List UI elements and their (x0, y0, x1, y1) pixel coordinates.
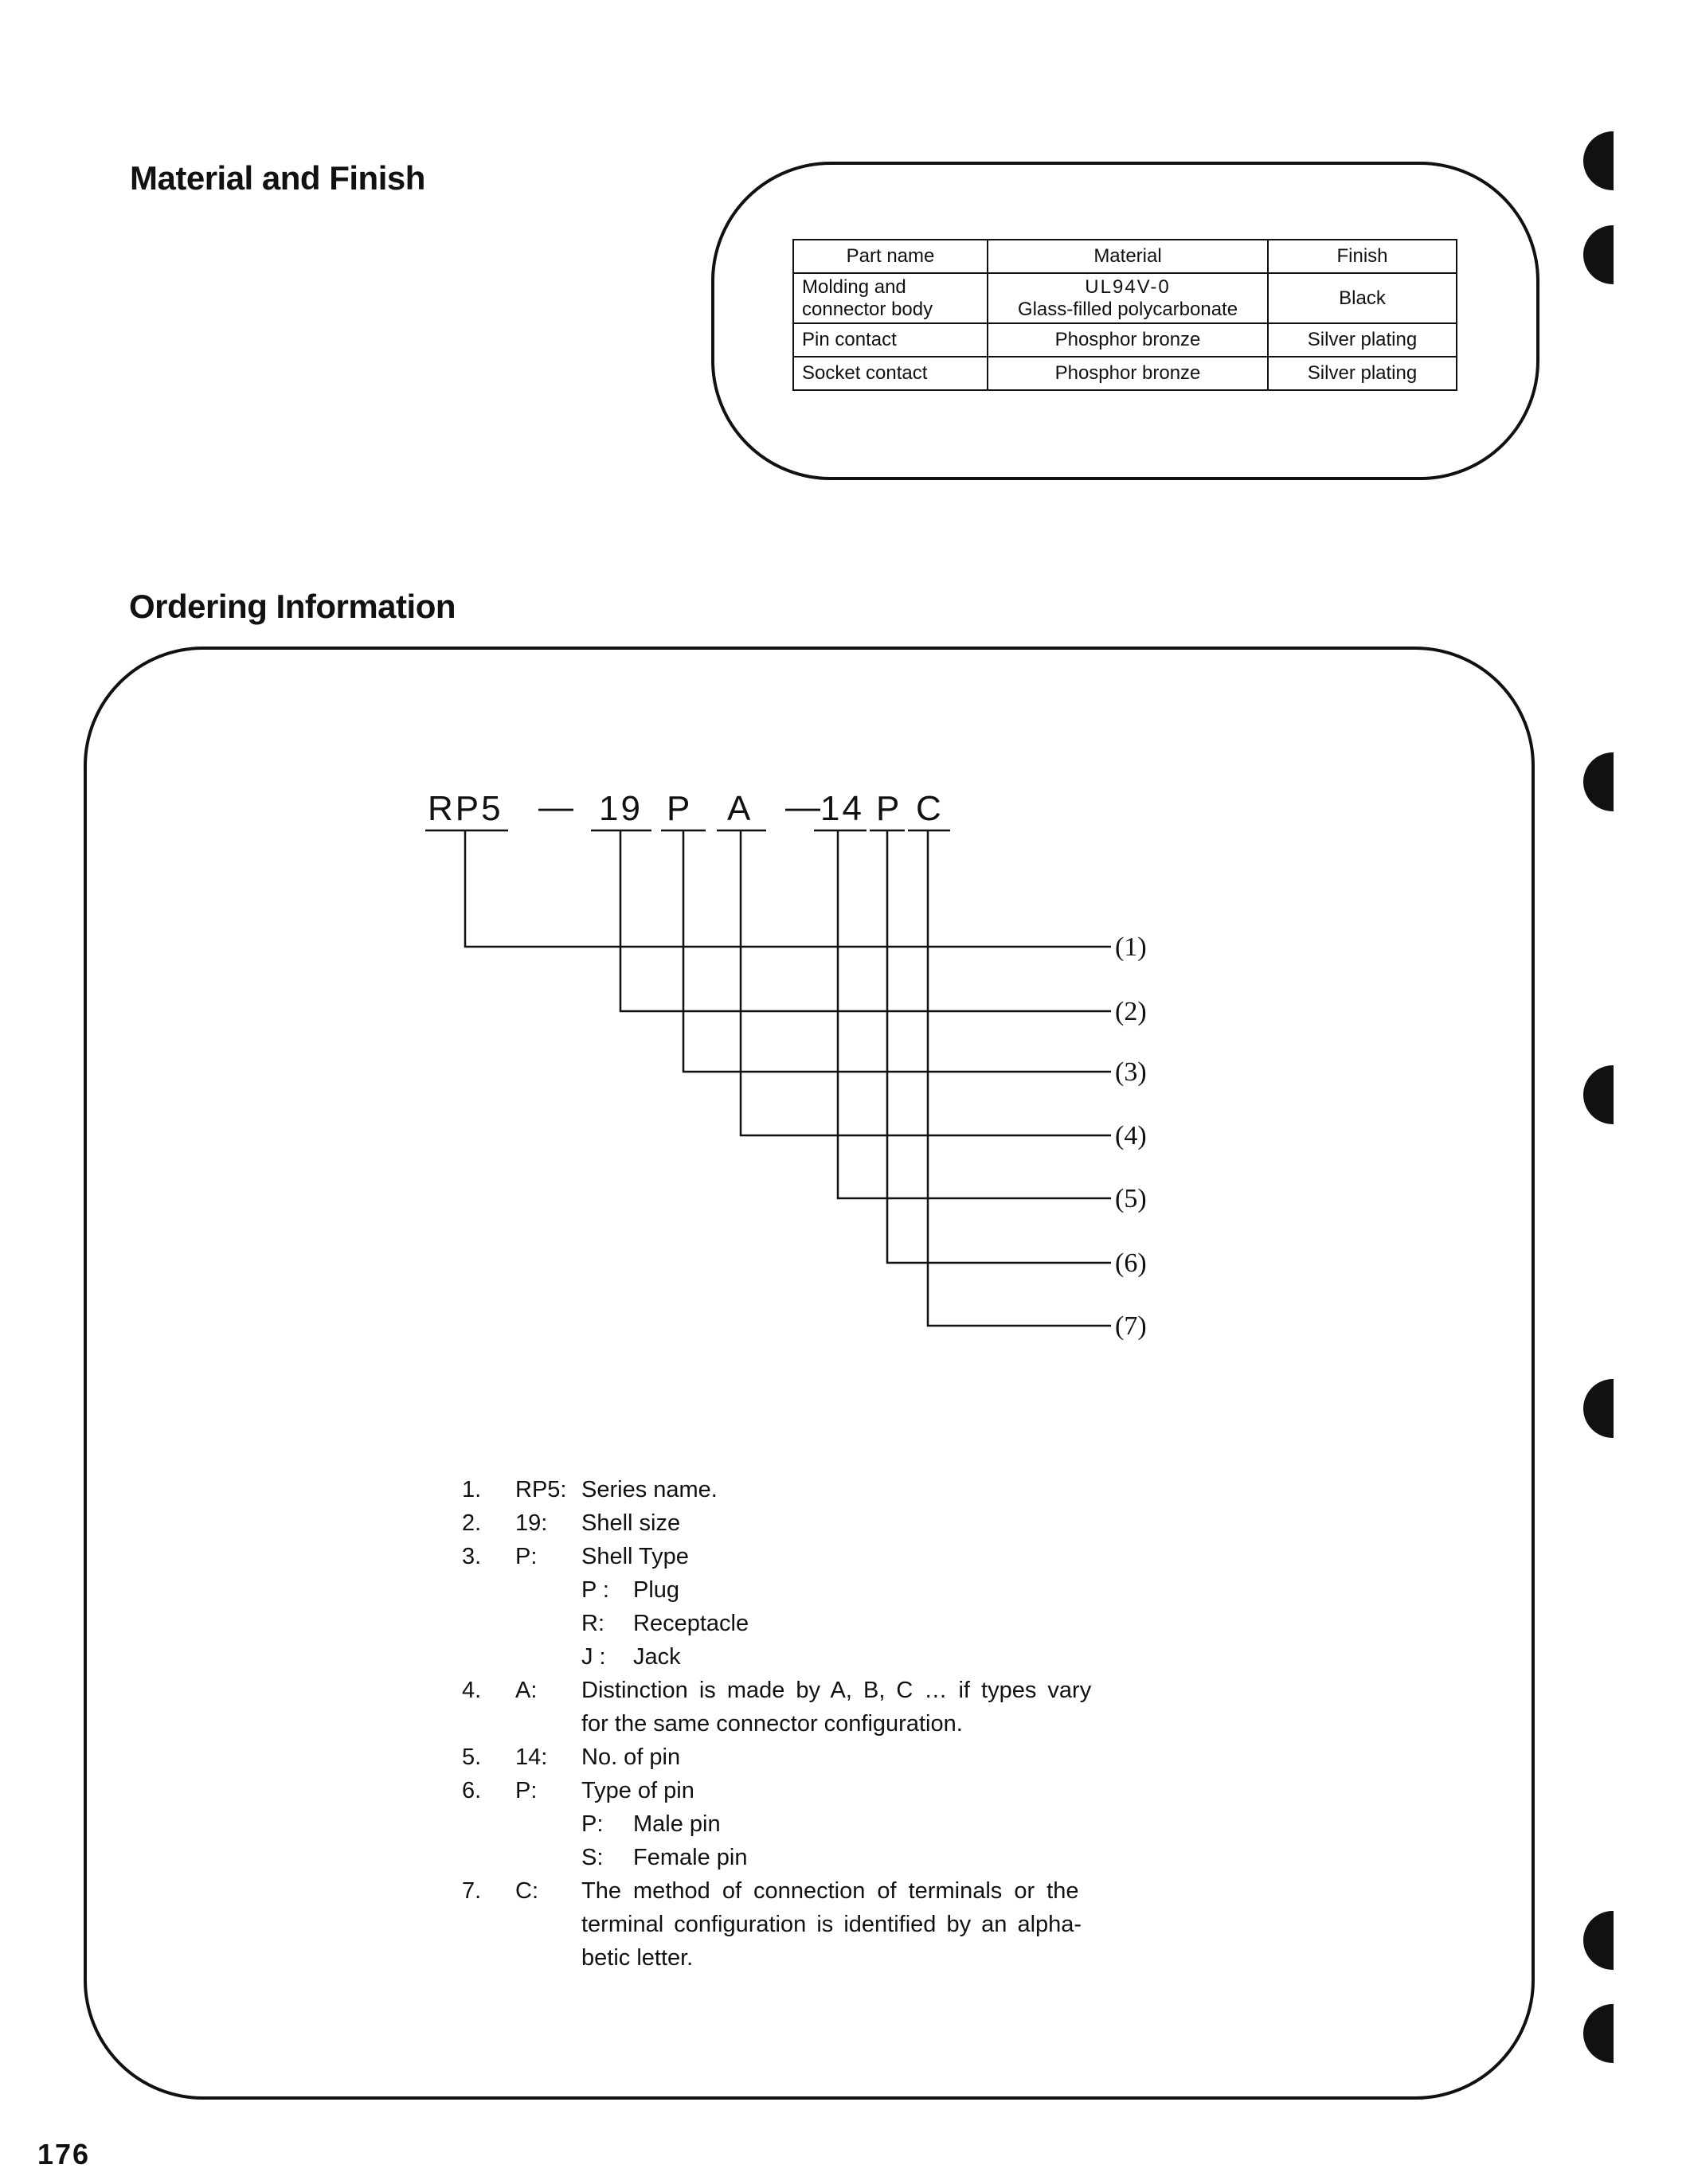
code-shell-type: P (667, 789, 693, 828)
legend-option (462, 1573, 1131, 1607)
leader-line-3 (683, 830, 1111, 1072)
legend-continuation (462, 1941, 1131, 1975)
legend-option-description: Male pin (633, 1811, 721, 1837)
cell-line: connector body (802, 298, 933, 320)
legend-description: Type of pin (581, 1778, 694, 1803)
cell-part: Socket contact (793, 357, 988, 390)
callout-5: (5) (1115, 1184, 1147, 1213)
cell-line: Glass-filled polycarbonate (1017, 298, 1238, 320)
legend-code: C: (515, 1878, 538, 1904)
callout-6: (6) (1115, 1248, 1147, 1278)
legend-item (462, 1674, 1131, 1707)
legend-item (462, 1506, 1131, 1540)
header-part-name: Part name (793, 240, 988, 273)
legend-number: 7. (462, 1878, 482, 1904)
legend-number: 1. (462, 1477, 482, 1502)
leader-line-2 (620, 830, 1111, 1011)
legend-number: 6. (462, 1778, 482, 1803)
legend-number: 2. (462, 1510, 482, 1536)
legend-item (462, 1741, 1131, 1774)
legend-item (462, 1874, 1131, 1908)
legend-continuation (462, 1707, 1131, 1741)
code-shell-size: 19 (599, 789, 643, 828)
legend-continuation (462, 1908, 1131, 1941)
callout-4: (4) (1115, 1121, 1147, 1151)
legend-option-description: Female pin (633, 1845, 748, 1870)
legend-code: 19: (515, 1510, 548, 1536)
code-series: RP5 (428, 789, 503, 828)
leader-line-4 (741, 830, 1111, 1135)
legend-number: 4. (462, 1678, 482, 1703)
cell-finish: Silver plating (1268, 357, 1457, 390)
legend-option-code: P : (581, 1577, 609, 1603)
legend-option (462, 1607, 1131, 1640)
callout-1: (1) (1115, 932, 1147, 962)
leader-line-7 (928, 830, 1111, 1326)
legend-number: 5. (462, 1744, 482, 1770)
leader-line-5 (838, 830, 1111, 1198)
header-material: Material (988, 240, 1268, 273)
leader-line-1 (465, 830, 1111, 947)
legend-option-description: Jack (633, 1644, 681, 1670)
legend-item (462, 1540, 1131, 1573)
cell-line: UL94V-0 (1085, 276, 1171, 298)
legend-option-code: S: (581, 1845, 604, 1870)
legend-description: for the same connector configuration. (581, 1711, 963, 1737)
legend-description: Series name. (581, 1477, 718, 1502)
legend-code: RP5: (515, 1477, 567, 1502)
legend-item (462, 1473, 1131, 1506)
legend-description: Shell Type (581, 1544, 689, 1569)
page-number: 176 (37, 2138, 91, 2170)
callout-3: (3) (1115, 1057, 1147, 1087)
legend-code: 14: (515, 1744, 548, 1770)
code-connection: C (916, 789, 944, 828)
header-finish: Finish (1268, 240, 1457, 273)
cell-material: Phosphor bronze (988, 323, 1268, 357)
legend-code: P: (515, 1778, 538, 1803)
legend-option (462, 1640, 1131, 1674)
legend-description: Shell size (581, 1510, 681, 1536)
legend-option (462, 1841, 1131, 1874)
cell-material: Phosphor bronze (988, 357, 1268, 390)
code-dash-1: — (538, 787, 576, 826)
cell-finish: Silver plating (1268, 323, 1457, 357)
legend-description: The method of connection of terminals or the (581, 1878, 1079, 1904)
legend-code: P: (515, 1544, 538, 1569)
legend-option (462, 1807, 1131, 1841)
legend-description: No. of pin (581, 1744, 681, 1770)
legend-description: betic letter. (581, 1945, 694, 1971)
code-pin-count: 14 (820, 789, 864, 828)
legend-option-code: J : (581, 1644, 606, 1670)
legend-code: A: (515, 1678, 538, 1703)
legend-option-code: P: (581, 1811, 604, 1837)
legend-number: 3. (462, 1544, 482, 1569)
material-finish-heading: Material and Finish (130, 159, 425, 197)
legend-description: Distinction is made by A, B, C … if types vary (581, 1678, 1092, 1703)
cell-line: Molding and (802, 276, 906, 298)
legend-option-description: Plug (633, 1577, 680, 1603)
legend-item (462, 1774, 1131, 1807)
legend-description: terminal configuration is identified by an alpha- (581, 1912, 1082, 1937)
code-variant: A (727, 789, 753, 828)
cell-part: Pin contact (793, 323, 988, 357)
ordering-legend (462, 1473, 1131, 1975)
code-dash-2: — (785, 787, 823, 826)
callout-2: (2) (1115, 997, 1147, 1026)
ordering-information-heading: Ordering Information (129, 588, 456, 625)
code-pin-type: P (876, 789, 902, 828)
callout-7: (7) (1115, 1311, 1147, 1341)
cell-finish: Black (1268, 273, 1457, 323)
legend-option-code: R: (581, 1611, 604, 1636)
legend-option-description: Receptacle (633, 1611, 749, 1636)
